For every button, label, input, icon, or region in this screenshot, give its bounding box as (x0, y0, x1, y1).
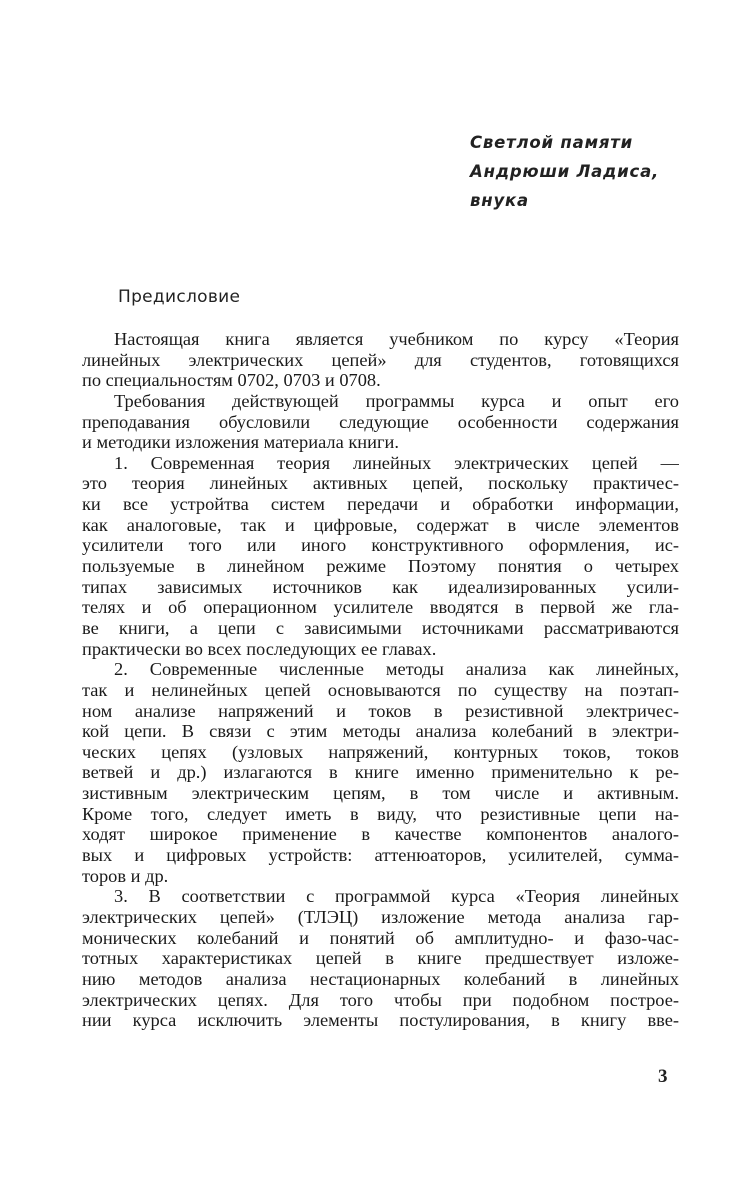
text-line: 1. Современная теория линейных электрических цепей — (114, 452, 679, 473)
text-line: ве книги, а цепи с зависимыми источниками рассматриваются (82, 617, 679, 638)
dedication (470, 128, 659, 215)
text-line: ветвей и др.) излагаются в книге именно применительно к ре- (82, 762, 679, 783)
text-line: как аналоговые, так и цифровые, содержат в числе элементов (82, 514, 679, 535)
text-line: Кроме того, следует иметь в виду, что резистивные цепи на- (82, 803, 679, 824)
text-line: 3. В соответствии с программой курса «Теория линейных (114, 886, 679, 907)
text-line: преподавания обусловили следующие особенности содержания (82, 411, 679, 432)
text-line: Требования действующей программы курса и опыт его (114, 390, 679, 411)
dedication-line: внука (470, 191, 529, 210)
text-line: усилители того или иного конструктивного оформления, ис- (82, 535, 679, 556)
page-number: 3 (658, 1066, 668, 1087)
text-line: электрических цепей» (ТЛЭЦ) изложение метода анализа гар- (82, 906, 679, 927)
text-line: линейных электрических цепей» для студентов, готовящихся (82, 349, 679, 370)
text-line: нии курса исключить элементы постулирования, в книгу вве- (82, 1010, 679, 1031)
text-line: нию методов анализа нестационарных колебаний в линейных (82, 968, 679, 989)
dedication-line: Андрюши Ладиса, (470, 162, 660, 181)
text-line: ном анализе напряжений и токов в резистивной электричес- (82, 700, 679, 721)
body-text (82, 329, 679, 1031)
text-line: монических колебаний и понятий об амплитудно- и фазо-час- (82, 927, 679, 948)
text-line: торов и др. (82, 865, 169, 886)
text-line: тотных характеристиках цепей в книге предшествует изложе- (82, 948, 679, 969)
text-line: 2. Современные численные методы анализа как линейных, (114, 659, 679, 680)
text-line: и методики изложения материала книги. (82, 432, 399, 453)
section-heading: Предисловие (118, 287, 241, 307)
text-line: ходят широкое применение в качестве компонентов аналого- (82, 824, 679, 845)
text-line: Настоящая книга является учебником по курсу «Теория (114, 329, 679, 349)
text-line: типах зависимых источников как идеализированных усили- (82, 576, 679, 597)
text-line: ки все устройтва систем передачи и обработки информации, (82, 494, 679, 515)
text-line: практически во всех последующих ее главах. (82, 638, 437, 659)
text-line: вых и цифровых устройств: аттенюаторов, усилителей, сумма- (82, 845, 679, 866)
text-line: это теория линейных активных цепей, поскольку практичес- (82, 473, 679, 494)
text-line: телях и об операционном усилителе вводятся в первой же гла- (82, 597, 679, 618)
text-line: так и нелинейных цепей основываются по существу на поэтап- (82, 679, 679, 700)
text-line: ческих цепях (узловых напряжений, контурных токов, токов (82, 741, 679, 762)
dedication-line: Светлой памяти (470, 133, 633, 152)
text-line: электрических цепях. Для того чтобы при подобном построе- (82, 989, 679, 1010)
text-line: зистивным электрическим цепям, в том числе и активным. (82, 783, 679, 804)
text-line: пользуемые в линейном режиме Поэтому понятия о четырех (82, 556, 679, 577)
text-line: по специальностям 0702, 0703 и 0708. (82, 370, 381, 391)
text-line: кой цепи. В связи с этим методы анализа колебаний в электри- (82, 721, 679, 742)
